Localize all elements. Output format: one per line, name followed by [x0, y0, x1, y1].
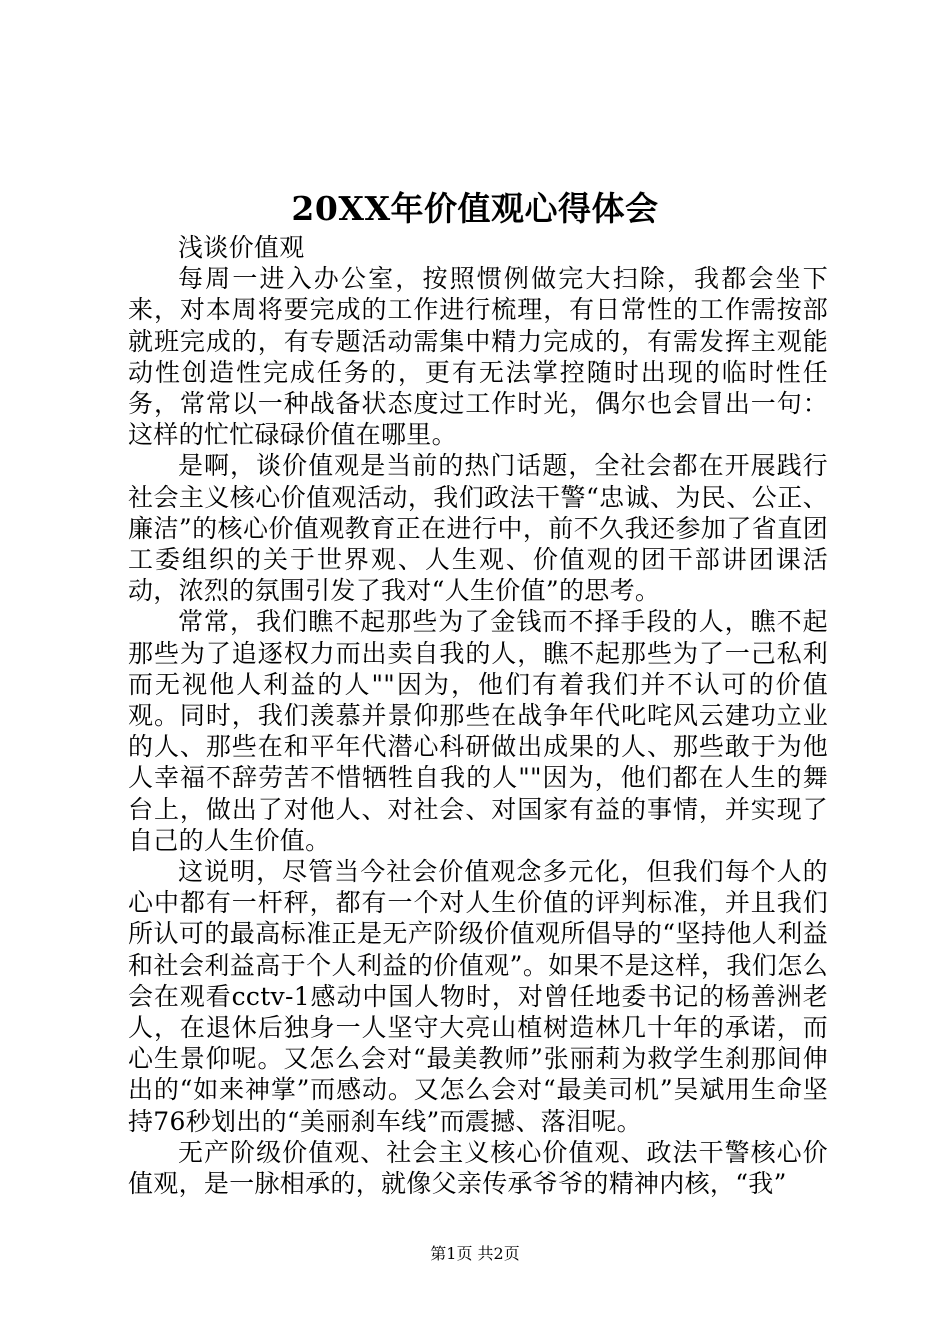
document-title: 20XX年价值观心得体会: [291, 189, 659, 228]
body-paragraph: 每周一进入办公室，按照惯例做完大扫除，我都会坐下来，对本周将要完成的工作进行梳理，有日常性的工作需按部就班完成的，有专题活动需集中精力完成的，有需发挥主观能动性创造性完成任务的，更有无法掌控随时出现的临时性任务，常常以一种战备状态度过工作时光，偶尔也会冒出一句：这样的忙忙碌碌价值在哪里。: [128, 264, 828, 450]
body-paragraph: 是啊，谈价值观是当前的热门话题，全社会都在开展践行社会主义核心价值观活动，我们政法干警“忠诚、为民、公正、廉洁”的核心价值观教育正在进行中，前不久我还参加了省直团工委组织的关于世界观、人生观、价值观的团干部讲团课活动，浓烈的氛围引发了我对“人生价值”的思考。: [128, 451, 828, 606]
body-paragraph: 这说明，尽管当今社会价值观念多元化，但我们每个人的心中都有一杆秤，都有一个对人生价值的评判标准，并且我们所认可的最高标准正是无产阶级价值观所倡导的“坚持他人利益和社会利益高于个人利益的价值观”。如果不是这样，我们怎么会在观看cctv-1感动中国人物时，对曾任地委书记的杨善洲老人，在退休后独身一人坚守大亮山植树造林几十年的承诺，而心生景仰呢。又怎么会对“最美教师”张丽莉为救学生刹那间伸出的“如来神掌”而感动。又怎么会对“最美司机”吴斌用生命坚持76秒划出的“美丽刹车线”而震撼、落泪呢。: [128, 857, 828, 1136]
document-body: [128, 232, 828, 1199]
page-number-footer: 第1页 共2页: [430, 1244, 520, 1263]
body-paragraph: 常常，我们瞧不起那些为了金钱而不择手段的人，瞧不起那些为了追逐权力而出卖自我的人，瞧不起那些为了一己私利而无视他人利益的人""因为，他们有着我们并不认可的价值观。同时，我们羡慕并景仰那些在战争年代叱咤风云建功立业的人、那些在和平年代潜心科研做出成果的人、那些敢于为他人幸福不辞劳苦不惜牺牲自我的人""因为，他们都在人生的舞台上，做出了对他人、对社会、对国家有益的事情，并实现了自己的人生价值。: [128, 607, 828, 855]
body-paragraph: 无产阶级价值观、社会主义核心价值观、政法干警核心价值观，是一脉相承的，就像父亲传承爷爷的精神内核，“我”: [128, 1137, 828, 1199]
subtitle-paragraph: 浅谈价值观: [178, 233, 305, 262]
